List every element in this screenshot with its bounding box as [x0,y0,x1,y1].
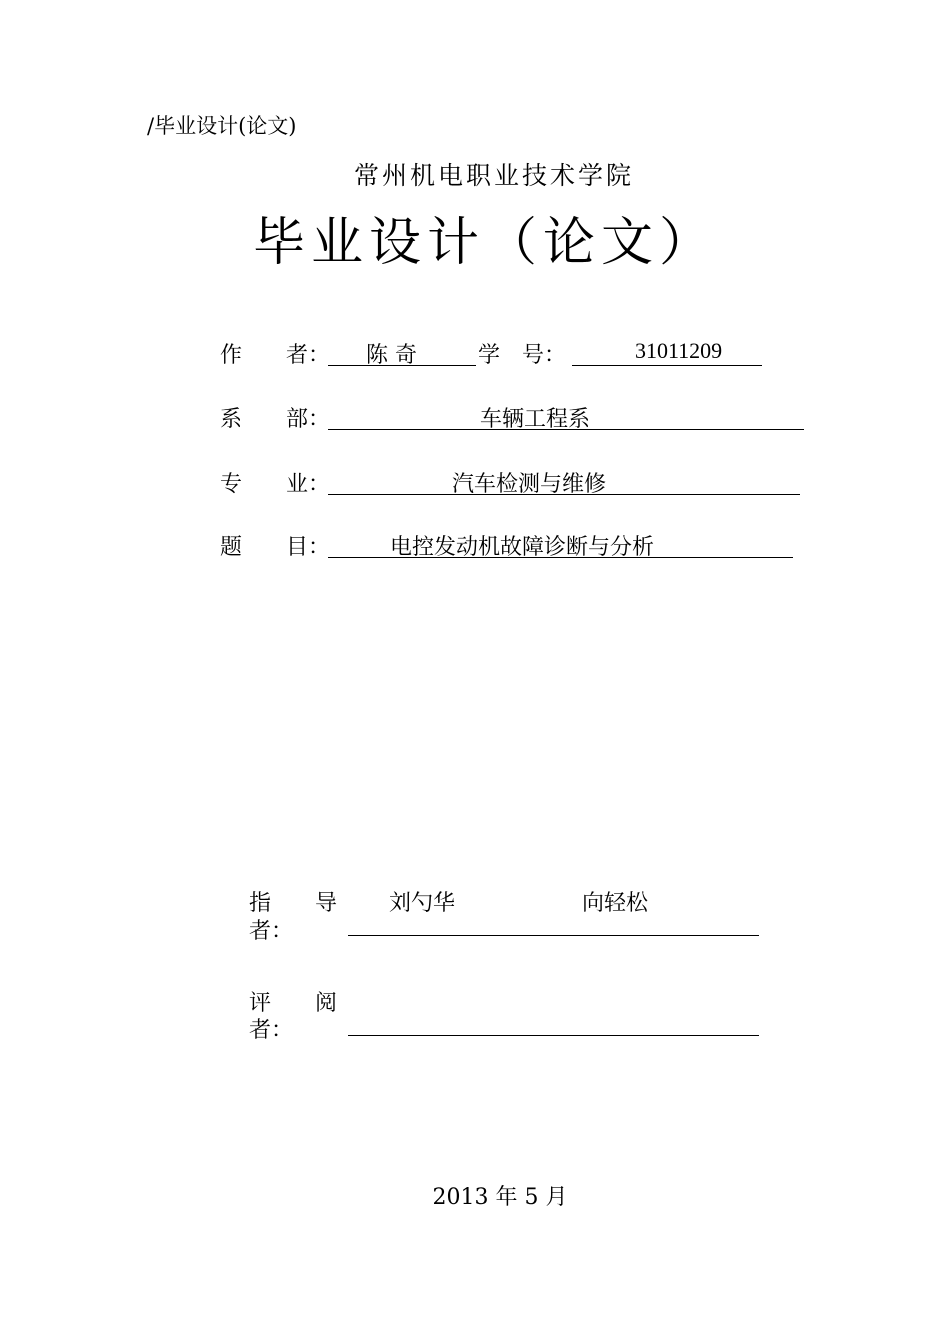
reviewer-underline [348,1035,759,1036]
student-id-label: 学 号： [478,343,567,368]
major-label: 专 业： [220,472,331,497]
reviewer-label-line2: 者： [249,1018,294,1043]
major-value: 汽车检测与维修 [452,472,607,497]
date: 2013 年 5 月 [432,1185,568,1210]
author-value: 陈 奇 [366,343,417,368]
author-field [328,338,476,366]
author-label: 作 者： [220,343,331,368]
topic-label: 题 目： [220,535,331,560]
student-id-value: 31011209 [635,338,723,363]
header-note: /毕业设计(论文) [147,114,297,138]
advisor-name-2: 向轻松 [582,891,649,916]
thesis-title: 毕业设计（论文） [252,213,717,273]
reviewer-label-line1: 评 阅 [249,991,338,1016]
advisor-label-line2: 者： [249,919,294,944]
advisor-name-1: 刘勺华 [389,891,456,916]
department-field [328,402,804,430]
department-value: 车辆工程系 [480,407,591,432]
topic-value: 电控发动机故障诊断与分析 [390,535,655,560]
advisor-underline [348,935,759,936]
college-name: 常州机电职业技术学院 [353,161,634,190]
student-id-field [572,338,762,366]
advisor-label-line1: 指 导 [249,891,338,916]
department-label: 系 部： [220,407,331,432]
major-field [328,467,800,495]
topic-field [328,530,793,558]
